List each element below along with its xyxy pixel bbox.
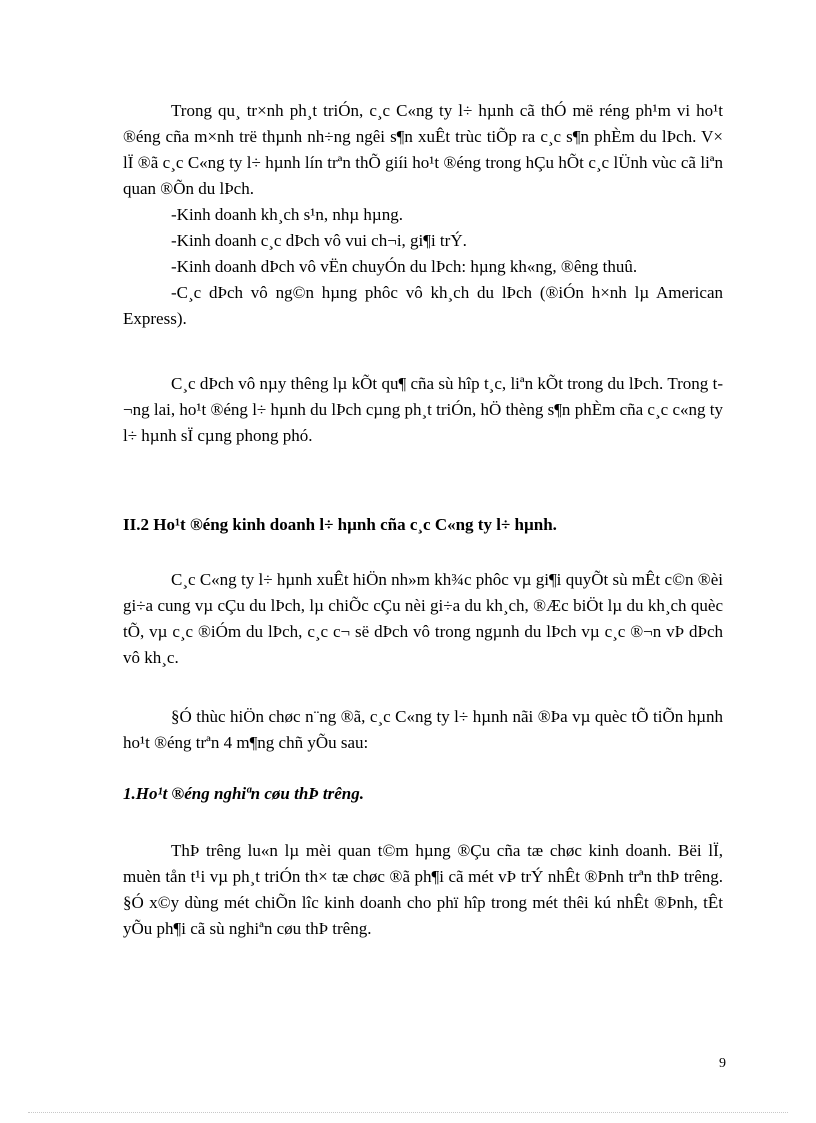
intro-paragraph: Trong qu¸ tr×nh ph¸t triÓn, c¸c C«ng ty l÷ hµnh cã thÓ më réng ph¹m vi ho¹t ®éng cña m×nh trë thµnh nh÷ng ngêi s¶n xuÊt trùc tiÕp ra c¸c s¶n phÈm du lÞch. V× lÏ ®ã c¸c C«ng ty l÷ hµnh lín trªn thÕ giíi ho¹t ®éng trong hÇu hÕt c¸c lÜnh vùc cã liªn quan ®Õn du lÞch.	[123, 101, 723, 198]
page-number: 9	[719, 1056, 726, 1071]
subsection-1-heading: 1.Ho¹t ®éng nghiªn cøu thÞ trêng.	[123, 784, 365, 803]
intro-section	[123, 98, 723, 332]
section-2-paragraph-2: §Ó thùc hiÖn chøc n¨ng ®ã, c¸c C«ng ty l÷ hµnh nãi ®Þa vµ quèc tÕ tiÕn hµnh ho¹t ®éng trªn 4 m¶ng chñ yÕu sau:	[123, 707, 723, 752]
list-item-transport: -Kinh doanh dÞch vô vËn chuyÓn du lÞch: hµng kh«ng, ®êng thuû.	[171, 257, 638, 276]
list-item-hotel: -Kinh doanh kh¸ch s¹n, nhµ hµng.	[171, 205, 403, 224]
summary-section	[123, 371, 723, 449]
subsection-1-body	[123, 838, 723, 942]
list-item-banking: -C¸c dÞch vô ng©n hµng phôc vô kh¸ch du lÞch (®iÓn h×nh lµ American Express).	[123, 283, 723, 328]
section-2-functions	[123, 704, 723, 756]
list-item-entertainment: -Kinh doanh c¸c dÞch vô vui ch¬i, gi¶i trÝ.	[171, 231, 467, 250]
section-2-body	[123, 567, 723, 671]
summary-paragraph: C¸c dÞch vô nµy thêng lµ kÕt qu¶ cña sù hîp t¸c, liªn kÕt trong du lÞch. Trong t¬ng lai, ho¹t ®éng l÷ hµnh du lÞch cµng ph¸t triÓn, hÖ thèng s¶n phÈm cña c¸c c«ng ty l÷ hµnh sÏ cµng phong phó.	[123, 374, 723, 445]
section-2-heading: II.2 Ho¹t ®éng kinh doanh l÷ hµnh cña c¸c C«ng ty l÷ hµnh.	[123, 515, 557, 534]
page-bottom-divider	[28, 1112, 788, 1113]
subsection-1-paragraph: ThÞ trêng lu«n lµ mèi quan t©m hµng ®Çu cña tæ chøc kinh doanh. Bëi lÏ, muèn tån t¹i vµ ph¸t triÓn th× tæ chøc ®ã ph¶i cã mét vÞ trÝ nhÊt ®Þnh trªn thÞ trêng. §Ó x©y dùng mét chiÕn lîc kinh doanh cho phï hîp trong mét thêi kú nhÊt ®Þnh, tÊt yÕu ph¶i cã sù nghiªn cøu thÞ trêng.	[123, 841, 723, 938]
section-2-paragraph-1: C¸c C«ng ty l÷ hµnh xuÊt hiÖn nh»m kh¾c phôc vµ gi¶i quyÕt sù mÊt c©n ®èi gi÷a cung vµ cÇu du lÞch, lµ chiÕc cÇu nèi gi÷a du kh¸ch, ®Æc biÖt lµ du kh¸ch quèc tÕ, vµ c¸c ®iÓm du lÞch, c¸c c¬ së dÞch vô trong ngµnh du lÞch vµ c¸c ®¬n vÞ dÞch vô kh¸c.	[123, 570, 723, 667]
